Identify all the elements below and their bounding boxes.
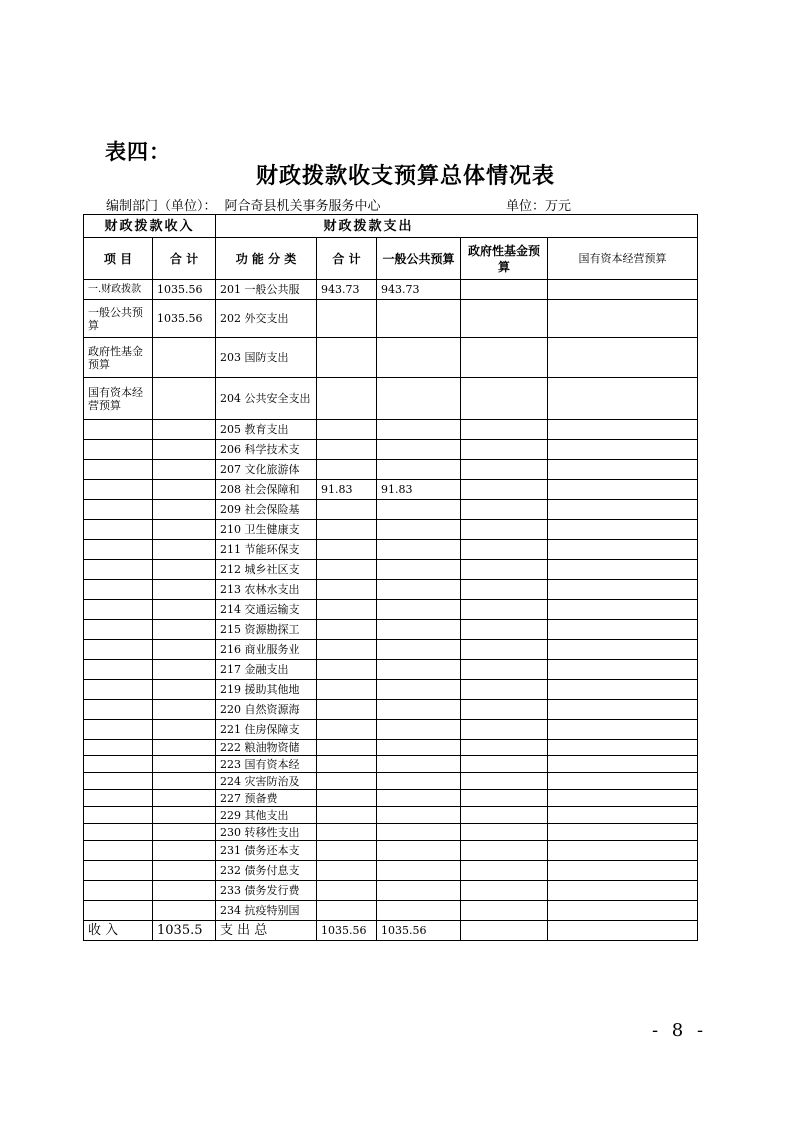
- row-fund: [461, 841, 548, 861]
- unit-name: 阿合奇县机关事务服务中心: [224, 199, 381, 214]
- col-expense-total-header: 合 计: [317, 238, 377, 280]
- table-row: [84, 901, 698, 921]
- row-general: 943.73: [377, 280, 461, 300]
- col-fund-header: 政府性基金预算: [461, 238, 548, 280]
- table-row: [84, 300, 698, 338]
- row-income-total: [153, 680, 216, 700]
- row-item: [84, 660, 153, 680]
- table-row: [84, 338, 698, 378]
- row-state: [548, 600, 698, 620]
- row-state: [548, 861, 698, 881]
- page-number: - 8 -: [652, 1020, 708, 1041]
- table-row: [84, 540, 698, 560]
- row-fund: [461, 480, 548, 500]
- row-state: [548, 841, 698, 861]
- row-expense-total: 91.83: [317, 480, 377, 500]
- row-function: 233 债务发行费: [216, 881, 317, 901]
- row-function: 206 科学技术支: [216, 440, 317, 460]
- row-fund: [461, 540, 548, 560]
- row-function: 231 债务还本支: [216, 841, 317, 861]
- row-item: [84, 773, 153, 790]
- row-function: 216 商业服务业: [216, 640, 317, 660]
- row-income-total: [153, 480, 216, 500]
- row-general: [377, 500, 461, 520]
- page-title: 财政拨款收支预算总体情况表: [255, 163, 555, 189]
- row-income-total: [153, 338, 216, 378]
- row-item: [84, 790, 153, 807]
- table-row: [84, 280, 698, 300]
- row-general: [377, 680, 461, 700]
- row-fund: [461, 861, 548, 881]
- row-item: [84, 580, 153, 600]
- row-item: [84, 901, 153, 921]
- row-general: [377, 300, 461, 338]
- row-fund: [461, 700, 548, 720]
- row-income-total: [153, 420, 216, 440]
- row-item: [84, 520, 153, 540]
- footer-expense-general: 1035.56: [377, 921, 461, 941]
- row-fund: [461, 640, 548, 660]
- row-expense-total: [317, 580, 377, 600]
- row-income-total: [153, 520, 216, 540]
- row-general: [377, 807, 461, 824]
- row-item: [84, 720, 153, 740]
- row-general: [377, 660, 461, 680]
- row-state: [548, 700, 698, 720]
- row-expense-total: [317, 620, 377, 640]
- row-state: [548, 520, 698, 540]
- row-state: [548, 338, 698, 378]
- row-item: 政府性基金预算: [84, 338, 153, 378]
- table-row: [84, 480, 698, 500]
- row-expense-total: [317, 520, 377, 540]
- row-function: 211 节能环保支: [216, 540, 317, 560]
- row-general: 91.83: [377, 480, 461, 500]
- row-state: [548, 580, 698, 600]
- row-fund: [461, 580, 548, 600]
- row-expense-total: [317, 420, 377, 440]
- row-expense-total: [317, 378, 377, 420]
- row-state: [548, 500, 698, 520]
- row-function: 205 教育支出: [216, 420, 317, 440]
- row-income-total: [153, 660, 216, 680]
- row-expense-total: [317, 660, 377, 680]
- row-fund: [461, 500, 548, 520]
- row-function: 227 预备费: [216, 790, 317, 807]
- footer-income-total: 1035.5: [153, 921, 216, 941]
- row-item: [84, 756, 153, 773]
- row-general: [377, 881, 461, 901]
- row-expense-total: [317, 640, 377, 660]
- row-fund: [461, 300, 548, 338]
- row-fund: [461, 520, 548, 540]
- footer-state: [548, 921, 698, 941]
- row-item: [84, 480, 153, 500]
- row-function: 223 国有资本经: [216, 756, 317, 773]
- row-function: 221 住房保障支: [216, 720, 317, 740]
- footer-fund: [461, 921, 548, 941]
- row-fund: [461, 660, 548, 680]
- row-income-total: [153, 620, 216, 640]
- row-general: [377, 560, 461, 580]
- row-expense-total: [317, 338, 377, 378]
- row-general: [377, 620, 461, 640]
- row-income-total: 1035.56: [153, 300, 216, 338]
- row-item: 一.财政拨款: [84, 280, 153, 300]
- row-function: 207 文化旅游体: [216, 460, 317, 480]
- table-row: [84, 580, 698, 600]
- row-item: [84, 640, 153, 660]
- row-expense-total: [317, 807, 377, 824]
- row-income-total: [153, 756, 216, 773]
- row-item: [84, 740, 153, 756]
- row-fund: [461, 440, 548, 460]
- row-general: [377, 460, 461, 480]
- row-function: 213 农林水支出: [216, 580, 317, 600]
- table-row: [84, 881, 698, 901]
- row-expense-total: [317, 680, 377, 700]
- row-fund: [461, 460, 548, 480]
- row-state: [548, 460, 698, 480]
- row-state: [548, 881, 698, 901]
- row-state: [548, 660, 698, 680]
- row-income-total: [153, 861, 216, 881]
- row-income-total: [153, 720, 216, 740]
- row-income-total: [153, 560, 216, 580]
- table-row: [84, 740, 698, 756]
- table-row: [84, 378, 698, 420]
- row-function: 232 债务付息支: [216, 861, 317, 881]
- group-income-header: 财政拨款收入: [84, 215, 216, 238]
- footer-expense-total: 1035.56: [317, 921, 377, 941]
- row-income-total: [153, 440, 216, 460]
- row-fund: [461, 773, 548, 790]
- row-income-total: [153, 901, 216, 921]
- col-item-header: 项 目: [84, 238, 153, 280]
- row-fund: [461, 338, 548, 378]
- row-function: 214 交通运输支: [216, 600, 317, 620]
- row-item: [84, 680, 153, 700]
- row-general: [377, 580, 461, 600]
- footer-income-label: 收 入: [84, 921, 153, 941]
- row-function: 203 国防支出: [216, 338, 317, 378]
- table-row: [84, 700, 698, 720]
- row-income-total: [153, 540, 216, 560]
- row-general: [377, 773, 461, 790]
- row-state: [548, 280, 698, 300]
- table-row: [84, 640, 698, 660]
- table-row: [84, 420, 698, 440]
- row-item: [84, 700, 153, 720]
- row-income-total: [153, 790, 216, 807]
- row-function: 212 城乡社区支: [216, 560, 317, 580]
- row-state: [548, 440, 698, 460]
- row-function: 230 转移性支出: [216, 824, 317, 841]
- row-general: [377, 740, 461, 756]
- row-income-total: [153, 881, 216, 901]
- row-function: 202 外交支出: [216, 300, 317, 338]
- currency-unit: 单位：万元: [506, 199, 572, 214]
- table-row: [84, 720, 698, 740]
- row-income-total: [153, 600, 216, 620]
- row-income-total: [153, 640, 216, 660]
- row-general: [377, 378, 461, 420]
- row-general: [377, 861, 461, 881]
- row-state: [548, 640, 698, 660]
- table-row: [84, 773, 698, 790]
- row-general: [377, 790, 461, 807]
- row-state: [548, 824, 698, 841]
- row-function: 229 其他支出: [216, 807, 317, 824]
- row-fund: [461, 280, 548, 300]
- row-fund: [461, 824, 548, 841]
- row-item: [84, 861, 153, 881]
- row-function: 217 金融支出: [216, 660, 317, 680]
- row-item: [84, 500, 153, 520]
- row-state: [548, 773, 698, 790]
- row-fund: [461, 720, 548, 740]
- row-income-total: [153, 740, 216, 756]
- row-fund: [461, 680, 548, 700]
- row-function: 220 自然资源海: [216, 700, 317, 720]
- row-item: [84, 420, 153, 440]
- row-fund: [461, 600, 548, 620]
- row-function: 210 卫生健康支: [216, 520, 317, 540]
- row-general: [377, 600, 461, 620]
- table-row: [84, 807, 698, 824]
- table-row: [84, 660, 698, 680]
- row-item: [84, 824, 153, 841]
- row-fund: [461, 560, 548, 580]
- table-row: [84, 520, 698, 540]
- row-fund: [461, 756, 548, 773]
- table-row: [84, 841, 698, 861]
- col-general-header: 一般公共预算: [377, 238, 461, 280]
- row-function: 224 灾害防治及: [216, 773, 317, 790]
- row-income-total: [153, 807, 216, 824]
- table-row: [84, 824, 698, 841]
- table-row: [84, 756, 698, 773]
- row-general: [377, 756, 461, 773]
- row-function: 222 粮油物资储: [216, 740, 317, 756]
- row-state: [548, 680, 698, 700]
- row-general: [377, 640, 461, 660]
- row-fund: [461, 378, 548, 420]
- row-state: [548, 620, 698, 640]
- row-state: [548, 480, 698, 500]
- row-item: [84, 600, 153, 620]
- row-state: [548, 720, 698, 740]
- row-function: 209 社会保险基: [216, 500, 317, 520]
- row-item: [84, 440, 153, 460]
- row-item: 一般公共预算: [84, 300, 153, 338]
- row-expense-total: [317, 560, 377, 580]
- row-expense-total: [317, 540, 377, 560]
- row-item: [84, 881, 153, 901]
- footer-row: [84, 921, 698, 941]
- row-function: 204 公共安全支出: [216, 378, 317, 420]
- row-general: [377, 440, 461, 460]
- row-item: [84, 560, 153, 580]
- group-expense-header: 财政拨款支出: [216, 215, 698, 238]
- budget-table: [83, 214, 698, 941]
- row-item: [84, 540, 153, 560]
- row-fund: [461, 790, 548, 807]
- row-fund: [461, 740, 548, 756]
- row-expense-total: 943.73: [317, 280, 377, 300]
- row-income-total: [153, 700, 216, 720]
- row-function: 234 抗疫特别国: [216, 901, 317, 921]
- row-function: 215 资源勘探工: [216, 620, 317, 640]
- row-fund: [461, 901, 548, 921]
- table-row: [84, 861, 698, 881]
- row-income-total: [153, 460, 216, 480]
- table-row: [84, 620, 698, 640]
- row-income-total: [153, 773, 216, 790]
- row-expense-total: [317, 881, 377, 901]
- row-general: [377, 338, 461, 378]
- row-expense-total: [317, 901, 377, 921]
- row-income-total: 1035.56: [153, 280, 216, 300]
- table-row: [84, 680, 698, 700]
- row-income-total: [153, 500, 216, 520]
- row-general: [377, 720, 461, 740]
- row-state: [548, 560, 698, 580]
- table-row: [84, 460, 698, 480]
- row-function: 208 社会保障和: [216, 480, 317, 500]
- row-income-total: [153, 580, 216, 600]
- row-state: [548, 807, 698, 824]
- row-item: [84, 620, 153, 640]
- row-expense-total: [317, 440, 377, 460]
- row-state: [548, 740, 698, 756]
- row-expense-total: [317, 824, 377, 841]
- row-fund: [461, 420, 548, 440]
- row-item: 国有资本经营预算: [84, 378, 153, 420]
- col-state-header: 国有资本经营预算: [548, 238, 698, 280]
- row-general: [377, 901, 461, 921]
- row-fund: [461, 881, 548, 901]
- row-expense-total: [317, 600, 377, 620]
- row-expense-total: [317, 773, 377, 790]
- row-expense-total: [317, 300, 377, 338]
- row-item: [84, 807, 153, 824]
- footer-expense-label: 支 出 总: [216, 921, 317, 941]
- col-income-total-header: 合 计: [153, 238, 216, 280]
- row-function: 201 一般公共服: [216, 280, 317, 300]
- row-item: [84, 460, 153, 480]
- table-row: [84, 790, 698, 807]
- row-general: [377, 520, 461, 540]
- row-state: [548, 901, 698, 921]
- row-general: [377, 540, 461, 560]
- row-state: [548, 300, 698, 338]
- table-row: [84, 440, 698, 460]
- row-income-total: [153, 841, 216, 861]
- row-expense-total: [317, 460, 377, 480]
- row-fund: [461, 620, 548, 640]
- row-state: [548, 756, 698, 773]
- row-state: [548, 378, 698, 420]
- row-expense-total: [317, 841, 377, 861]
- row-expense-total: [317, 720, 377, 740]
- col-function-header: 功 能 分 类: [216, 238, 317, 280]
- row-general: [377, 420, 461, 440]
- row-state: [548, 790, 698, 807]
- row-state: [548, 540, 698, 560]
- unit-line: [106, 195, 381, 214]
- row-expense-total: [317, 700, 377, 720]
- row-expense-total: [317, 740, 377, 756]
- row-expense-total: [317, 500, 377, 520]
- row-income-total: [153, 824, 216, 841]
- row-expense-total: [317, 861, 377, 881]
- row-state: [548, 420, 698, 440]
- row-general: [377, 841, 461, 861]
- row-general: [377, 824, 461, 841]
- table-row: [84, 560, 698, 580]
- table-label: 表四：: [105, 139, 171, 164]
- row-fund: [461, 807, 548, 824]
- row-general: [377, 700, 461, 720]
- table-row: [84, 600, 698, 620]
- row-expense-total: [317, 790, 377, 807]
- row-item: [84, 841, 153, 861]
- row-function: 219 援助其他地: [216, 680, 317, 700]
- row-income-total: [153, 378, 216, 420]
- unit-prefix: 编制部门（单位）：: [106, 199, 217, 214]
- row-expense-total: [317, 756, 377, 773]
- table-row: [84, 500, 698, 520]
